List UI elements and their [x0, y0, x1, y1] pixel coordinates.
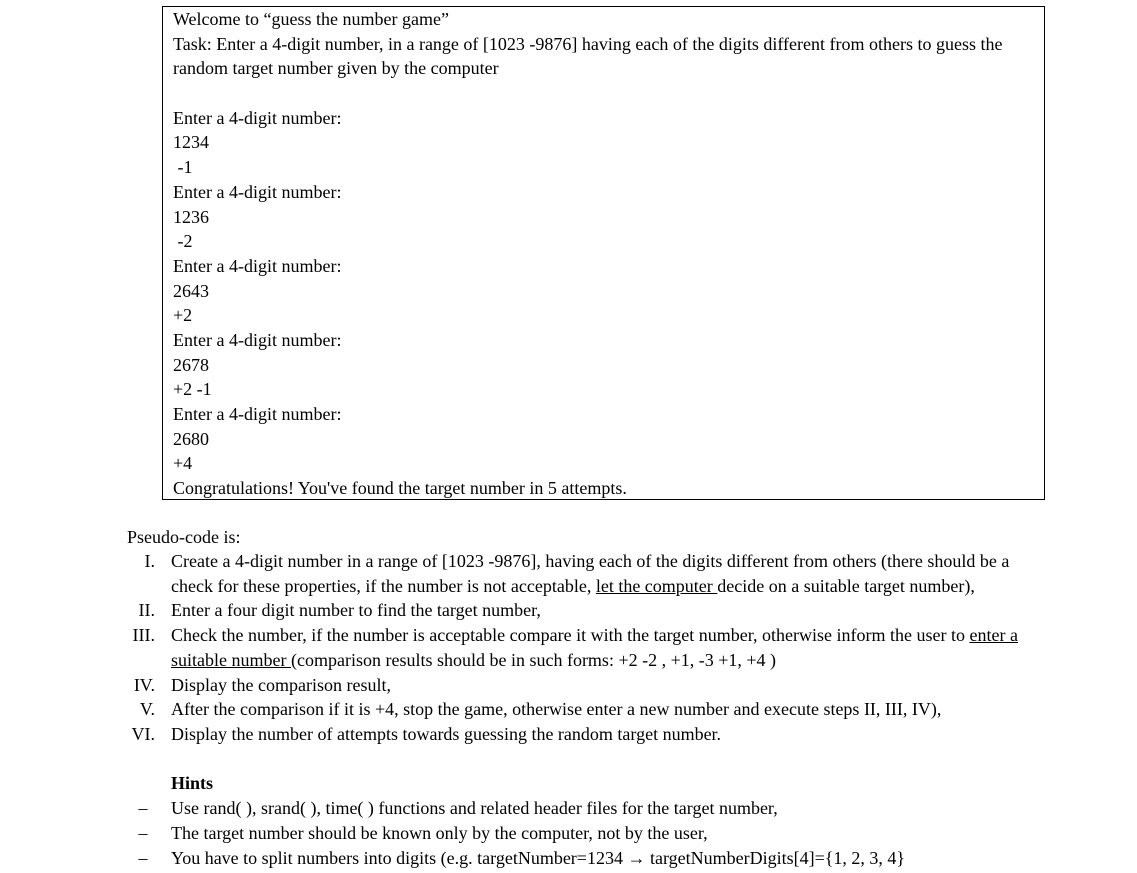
hint-item: [136, 796, 1036, 821]
transcript-line: Congratulations! You've found the target number in 5 attempts.: [173, 478, 627, 499]
hint-text: You have to split numbers into digits (e.g. targetNumber=1234 → targetNumberDigits[4]={1, 2, 3, 4}: [171, 848, 906, 868]
transcript-line: -2: [173, 231, 193, 252]
hint-text: The target number should be known only by the computer, not by the user,: [171, 823, 708, 843]
step-number: III.: [132, 625, 155, 646]
transcript-line: Enter a 4-digit number:: [173, 329, 342, 350]
transcript-line: 1236: [173, 206, 209, 227]
transcript-line: Enter a 4-digit number:: [173, 107, 342, 128]
step-number: IV.: [133, 674, 155, 695]
hints-title: Hints: [171, 773, 214, 793]
pseudo-step: [120, 697, 1040, 722]
pseudo-code-heading: Pseudo-code is:: [127, 527, 241, 547]
transcript-line: Enter a 4-digit number:: [173, 255, 342, 276]
transcript-line: Enter a 4-digit number:: [173, 404, 342, 425]
step-text: decide on a suitable target number),: [717, 575, 975, 596]
hint-item: [136, 846, 1036, 871]
bullet-dash: –: [138, 798, 148, 818]
step-text: Check the number, if the number is acceptable compare it with the target number, otherwise inform the user to: [171, 625, 970, 646]
transcript-line: 2643: [173, 280, 209, 301]
transcript-line: +4: [173, 453, 193, 474]
console-output-box: [162, 6, 1045, 500]
step-number: VI.: [131, 723, 155, 744]
step-text: Enter a four digit number to find the target number,: [171, 600, 541, 621]
transcript-line: -1: [173, 157, 193, 178]
task-description: Task: Enter a 4-digit number, in a range of [1023 -9876] having each of the digits different from others to guess the random target number given by the computer: [173, 33, 1003, 79]
hint-item: [136, 821, 1036, 846]
pseudo-step: [120, 549, 1040, 598]
transcript-line: [173, 81, 1034, 106]
bullet-dash: –: [138, 848, 148, 868]
bullet-dash: –: [138, 823, 148, 843]
step-text: Display the comparison result,: [171, 674, 391, 695]
welcome-line: Welcome to “guess the number game”: [173, 9, 449, 29]
console-transcript: [173, 81, 1034, 501]
step-number: I.: [144, 551, 155, 571]
transcript-line: 2680: [173, 428, 209, 449]
transcript-line: 2678: [173, 354, 209, 375]
underlined-text: enter a suitable number: [171, 625, 1018, 670]
underlined-text: let the computer: [595, 575, 718, 596]
transcript-line: 1234: [173, 132, 209, 153]
step-number: II.: [138, 600, 155, 621]
step-number: V.: [139, 699, 155, 720]
hints-list: [136, 796, 1036, 871]
step-text: Create a 4-digit number in a range of [1023 -9876], having each of the digits different from others (there should be a check for these properties, if the number is not acceptable,: [171, 551, 1010, 596]
step-text: Display the number of attempts towards guessing the random target number.: [171, 723, 722, 744]
pseudo-step: [120, 598, 1040, 623]
pseudo-step: [120, 623, 1040, 672]
pseudo-step: [120, 673, 1040, 698]
step-text: After the comparison if it is +4, stop the game, otherwise enter a new number and execute steps II, III, IV),: [171, 699, 942, 720]
step-text: (comparison results should be in such forms: +2 -2 , +1, -3 +1, +4 ): [290, 649, 777, 670]
pseudo-code-steps: [120, 549, 1040, 747]
pseudo-step: [120, 722, 1040, 747]
transcript-line: +2: [173, 305, 193, 326]
transcript-line: +2 -1: [173, 379, 212, 400]
transcript-line: Enter a 4-digit number:: [173, 181, 342, 202]
hint-text: Use rand( ), srand( ), time( ) functions and related header files for the target number,: [171, 798, 778, 818]
